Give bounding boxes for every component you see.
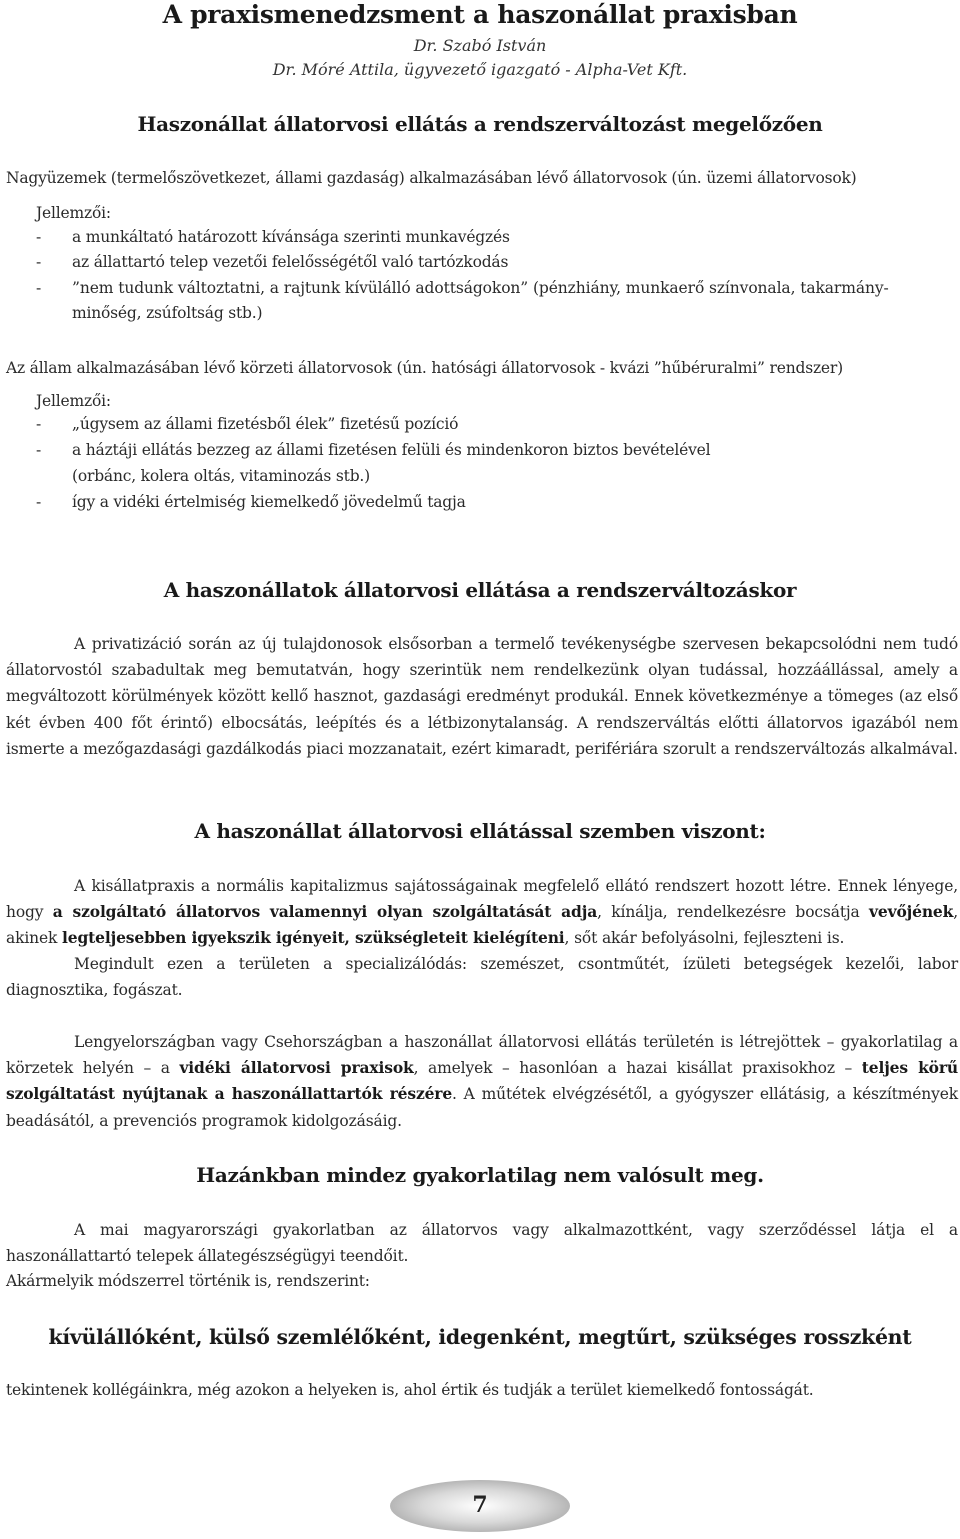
bullet-dash: - (36, 253, 42, 271)
author-line-1: Dr. Szabó István (413, 36, 547, 55)
section-heading-4: Hazánkban mindez gyakorlatilag nem valósult meg. (196, 1163, 764, 1187)
text-run: , kínálja, rendelkezésre bocsátja (597, 903, 870, 922)
emphasis-heading: kívülállóként, külső szemlélőként, idegenként, megtűrt, szükséges rosszként (48, 1325, 912, 1349)
paragraph-practice: A mai magyarországi gyakorlatban az állatorvos vagy alkalmazottként, vagy szerződéssel látja el a haszonállattartó telepek állategészségügyi teendőit. (6, 1221, 958, 1266)
paragraph-smallanimal (6, 873, 958, 952)
text-run: , amelyek – hasonlóan a hazai kisállat praxisokhoz – (413, 1059, 862, 1078)
jellemzoi-label: Jellemzői: (36, 204, 111, 222)
paragraph-poland-czech (6, 1029, 958, 1134)
emphasis-text: vidéki állatorvosi praxisok (179, 1058, 414, 1078)
page-number: 7 (472, 1492, 488, 1518)
bullet-dash: - (36, 493, 42, 511)
intro-line: Nagyüzemek (termelőszövetkezet, állami gazdaság) alkalmazásában lévő állatorvosok (ún. üzemi állatorvosok) (6, 169, 857, 187)
bullet-dash: - (36, 415, 42, 433)
emphasis-text: teljes körű szolgáltatást nyújtanak a haszonállattartók részére (6, 1058, 958, 1104)
author-line-2: Dr. Móré Attila, ügyvezető igazgató - Alpha-Vet Kft. (272, 60, 688, 79)
bullet-dash: - (36, 228, 42, 246)
bullet-text: minőség, zsúfoltság stb.) (72, 304, 263, 322)
document-title: A praxismenedzsment a haszonállat praxisban (162, 0, 798, 29)
text-run: . A műtétek elvégzésétől, a gyógyszer ellátásig, a készítmények beadásától, a prevenciós programok kidolgozásáig. (6, 1085, 958, 1130)
bullet-text: így a vidéki értelmiség kiemelkedő jövedelmű tagja (72, 493, 466, 511)
emphasis-text: a szolgáltató állatorvos valamennyi olyan szolgáltatását adja (52, 902, 598, 922)
bullet-dash: - (36, 441, 42, 459)
bullet-text: ”nem tudunk változtatni, a rajtunk kívülálló adottságokon” (pénzhiány, munkaerő színvonala, takarmány- (72, 279, 889, 297)
bullet-text: a háztáji ellátás bezzeg az állami fizetésen felüli és mindenkoron biztos bevételével (72, 441, 711, 459)
section-heading-1: Haszonállat állatorvosi ellátás a rendszerváltozást megelőzően (137, 112, 823, 136)
paragraph-privatization: A privatizáció során az új tulajdonosok elsősorban a termelő tevékenységbe szervesen bekapcsolódni nem tudó állatorvostól szabadultak meg bemutatván, hogy szerintük nem rendelkezünk olyan tudással, hozzáállással, amely a megváltozott körülmények között kellő hasznot, gazdasági eredményt produkál. Ennek következménye a tömeges (az első két évben 400 főt érintő) elbocsátás, leépítés és a létbizonytalanság. A rendszerváltás előtti állatorvos igazából nem ismerte a mezőgazdasági gazdálkodás piaci mozzanatait, ezért kimaradt, perifériára szorult a rendszerváltozás alkalmával. (6, 635, 958, 758)
section-heading-3: A haszonállat állatorvosi ellátással szemben viszont: (194, 819, 766, 843)
bullet-text: az állattartó telep vezetői felelősségétől való tartózkodás (72, 253, 509, 271)
method-line: Akármelyik módszerrel történik is, rendszerint: (6, 1272, 370, 1290)
text-run: A kisállatpraxis a normális kapitalizmus sajátosságainak megfelelő ellátó rendszert hozott létre. Ennek lényege, hogy (6, 877, 958, 922)
text-run: , akinek (6, 903, 959, 948)
page-number-badge (390, 1480, 570, 1532)
bullet-text: a munkáltató határozott kívánsága szerinti munkavégzés (72, 228, 510, 246)
text-run: Lengyelországban vagy Csehországban a haszonállat állatorvosi ellátás területén is létrejöttek – gyakorlatilag a körzetek helyén – a (6, 1033, 958, 1078)
closing-line: tekintenek kollégáinkra, még azokon a helyeken is, ahol értik és tudják a terület kiemelkedő fontosságát. (6, 1381, 814, 1399)
paragraph-specialization: Megindult ezen a területen a specializálódás: szemészet, csontműtét, ízületi betegségek kezelői, labor diagnosztika, fogászat. (6, 955, 958, 1000)
jellemzoi-label-2: Jellemzői: (36, 392, 111, 410)
emphasis-text: legteljesebben igyekszik igényeit, szükségleteit kielégíteni (62, 928, 565, 948)
bullet-dash: - (36, 279, 42, 297)
section-heading-2: A haszonállatok állatorvosi ellátása a rendszerváltozáskor (163, 578, 797, 602)
intro-line-2: Az állam alkalmazásában lévő körzeti állatorvosok (ún. hatósági állatorvosok - kvázi ”hűbéruralmi” rendszer) (6, 359, 843, 377)
text-run: , sőt akár befolyásolni, fejleszteni is. (564, 929, 845, 948)
bullet-text: (orbánc, kolera oltás, vitaminozás stb.) (72, 467, 370, 485)
bullet-text: „úgysem az állami fizetésből élek” fizetésű pozíció (72, 415, 459, 433)
emphasis-text: vevőjének (869, 902, 954, 922)
